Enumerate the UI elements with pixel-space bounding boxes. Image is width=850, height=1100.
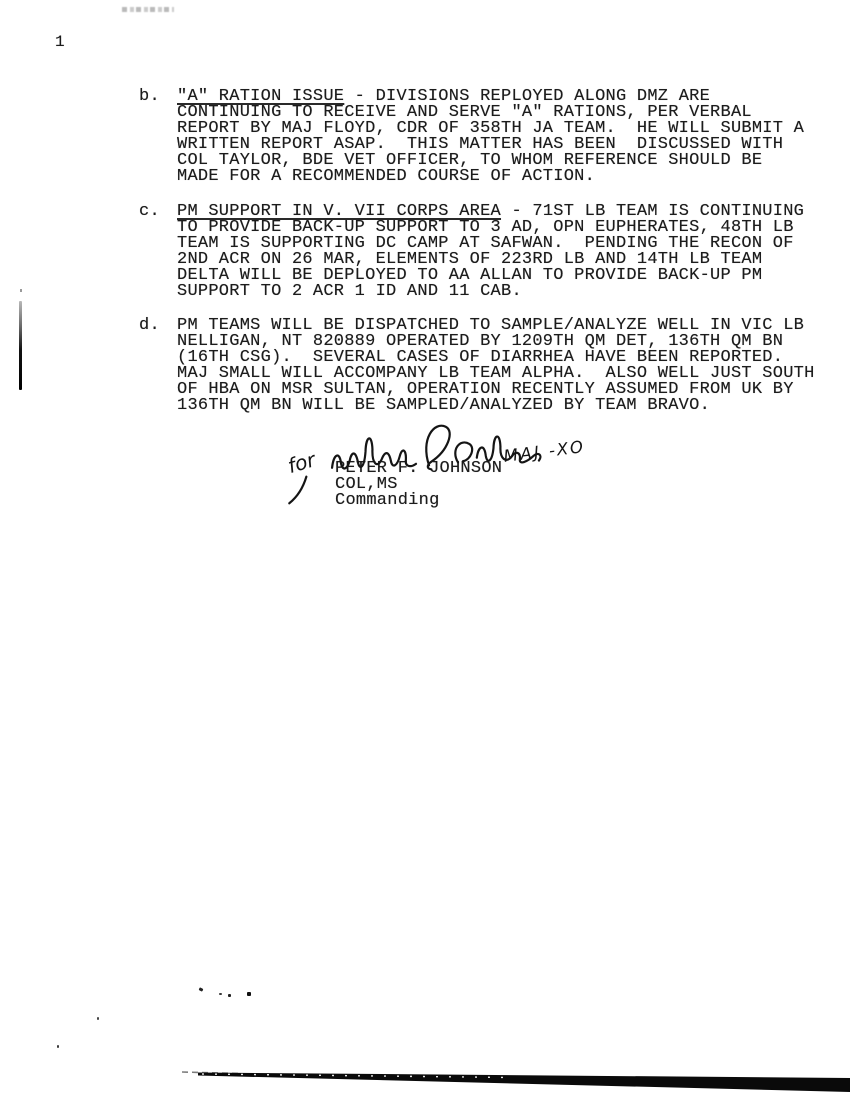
signature-scribble-middle-initial bbox=[425, 425, 451, 469]
handwritten-for: for bbox=[284, 447, 319, 479]
text-line: TEAM IS SUPPORTING DC CAMP AT SAFWAN. PENDING THE RECON OF bbox=[177, 234, 794, 253]
paragraph-heading: "A" RATION ISSUE bbox=[177, 87, 345, 106]
text-span: - 71ST LB TEAM IS CONTINUING bbox=[501, 202, 805, 221]
text-line: SUPPORT TO 2 ACR 1 ID AND 11 CAB. bbox=[177, 282, 522, 301]
page-number: 1 bbox=[55, 33, 65, 51]
scan-smudge-artifact bbox=[122, 7, 174, 12]
handwritten-signature bbox=[280, 418, 600, 510]
scan-bottom-line-artifact bbox=[180, 1063, 850, 1095]
scan-edge-line-artifact bbox=[19, 301, 22, 390]
paragraph-label: b. bbox=[139, 87, 160, 106]
signature-scribble-descender bbox=[288, 477, 307, 504]
text-line: MAJ SMALL WILL ACCOMPANY LB TEAM ALPHA. ALSO WELL JUST SOUTH bbox=[177, 364, 815, 383]
paragraph-label: c. bbox=[139, 202, 160, 221]
text-line: CONTINUING TO RECEIVE AND SERVE "A" RATIONS, PER VERBAL bbox=[177, 103, 752, 122]
signer-title: Commanding bbox=[335, 491, 440, 510]
scan-speck bbox=[20, 289, 22, 292]
scan-speck bbox=[57, 1045, 59, 1048]
text-line: TO PROVIDE BACK-UP SUPPORT TO 3 AD, OPN EUPHERATES, 48TH LB bbox=[177, 218, 794, 237]
text-span: - DIVISIONS REPLOYED ALONG DMZ ARE bbox=[344, 87, 711, 106]
paragraph-d bbox=[139, 318, 829, 414]
paragraph-c bbox=[139, 204, 829, 300]
text-line: OF HBA ON MSR SULTAN, OPERATION RECENTLY ASSUMED FROM UK BY bbox=[177, 380, 794, 399]
text-line: (16TH CSG). SEVERAL CASES OF DIARRHEA HAVE BEEN REPORTED. bbox=[177, 348, 784, 367]
signer-name: PETER F. JOHNSON bbox=[335, 459, 503, 478]
text-span: PM TEAMS WILL BE DISPATCHED TO SAMPLE/ANALYZE WELL IN VIC LB bbox=[177, 316, 805, 335]
paragraph-label: d. bbox=[139, 316, 160, 335]
scan-speck bbox=[199, 987, 204, 992]
handwritten-note: MAJ -XO bbox=[502, 436, 587, 466]
text-line: COL TAYLOR, BDE VET OFFICER, TO WHOM REFERENCE SHOULD BE bbox=[177, 151, 763, 170]
signer-rank: COL,MS bbox=[335, 475, 398, 494]
text-line: REPORT BY MAJ FLOYD, CDR OF 358TH JA TEAM. HE WILL SUBMIT A bbox=[177, 119, 805, 138]
text-line: DELTA WILL BE DEPLOYED TO AA ALLAN TO PROVIDE BACK-UP PM bbox=[177, 266, 763, 285]
scan-speck bbox=[219, 993, 222, 995]
text-line: 2ND ACR ON 26 MAR, ELEMENTS OF 223RD LB AND 14TH LB TEAM bbox=[177, 250, 763, 269]
text-line: NELLIGAN, NT 820889 OPERATED BY 1209TH QM DET, 136TH QM BN bbox=[177, 332, 784, 351]
text-line: WRITTEN REPORT ASAP. THIS MATTER HAS BEEN DISCUSSED WITH bbox=[177, 135, 784, 154]
scan-speck bbox=[97, 1017, 99, 1020]
scan-speck bbox=[247, 992, 251, 996]
paragraph-heading: PM SUPPORT IN V. VII CORPS AREA bbox=[177, 202, 502, 221]
text-line: MADE FOR A RECOMMENDED COURSE OF ACTION. bbox=[177, 167, 596, 186]
scan-speck bbox=[228, 994, 231, 997]
text-line: 136TH QM BN WILL BE SAMPLED/ANALYZED BY TEAM BRAVO. bbox=[177, 396, 711, 415]
paragraph-b bbox=[139, 89, 829, 185]
signature-scribble-first-name bbox=[331, 437, 416, 469]
